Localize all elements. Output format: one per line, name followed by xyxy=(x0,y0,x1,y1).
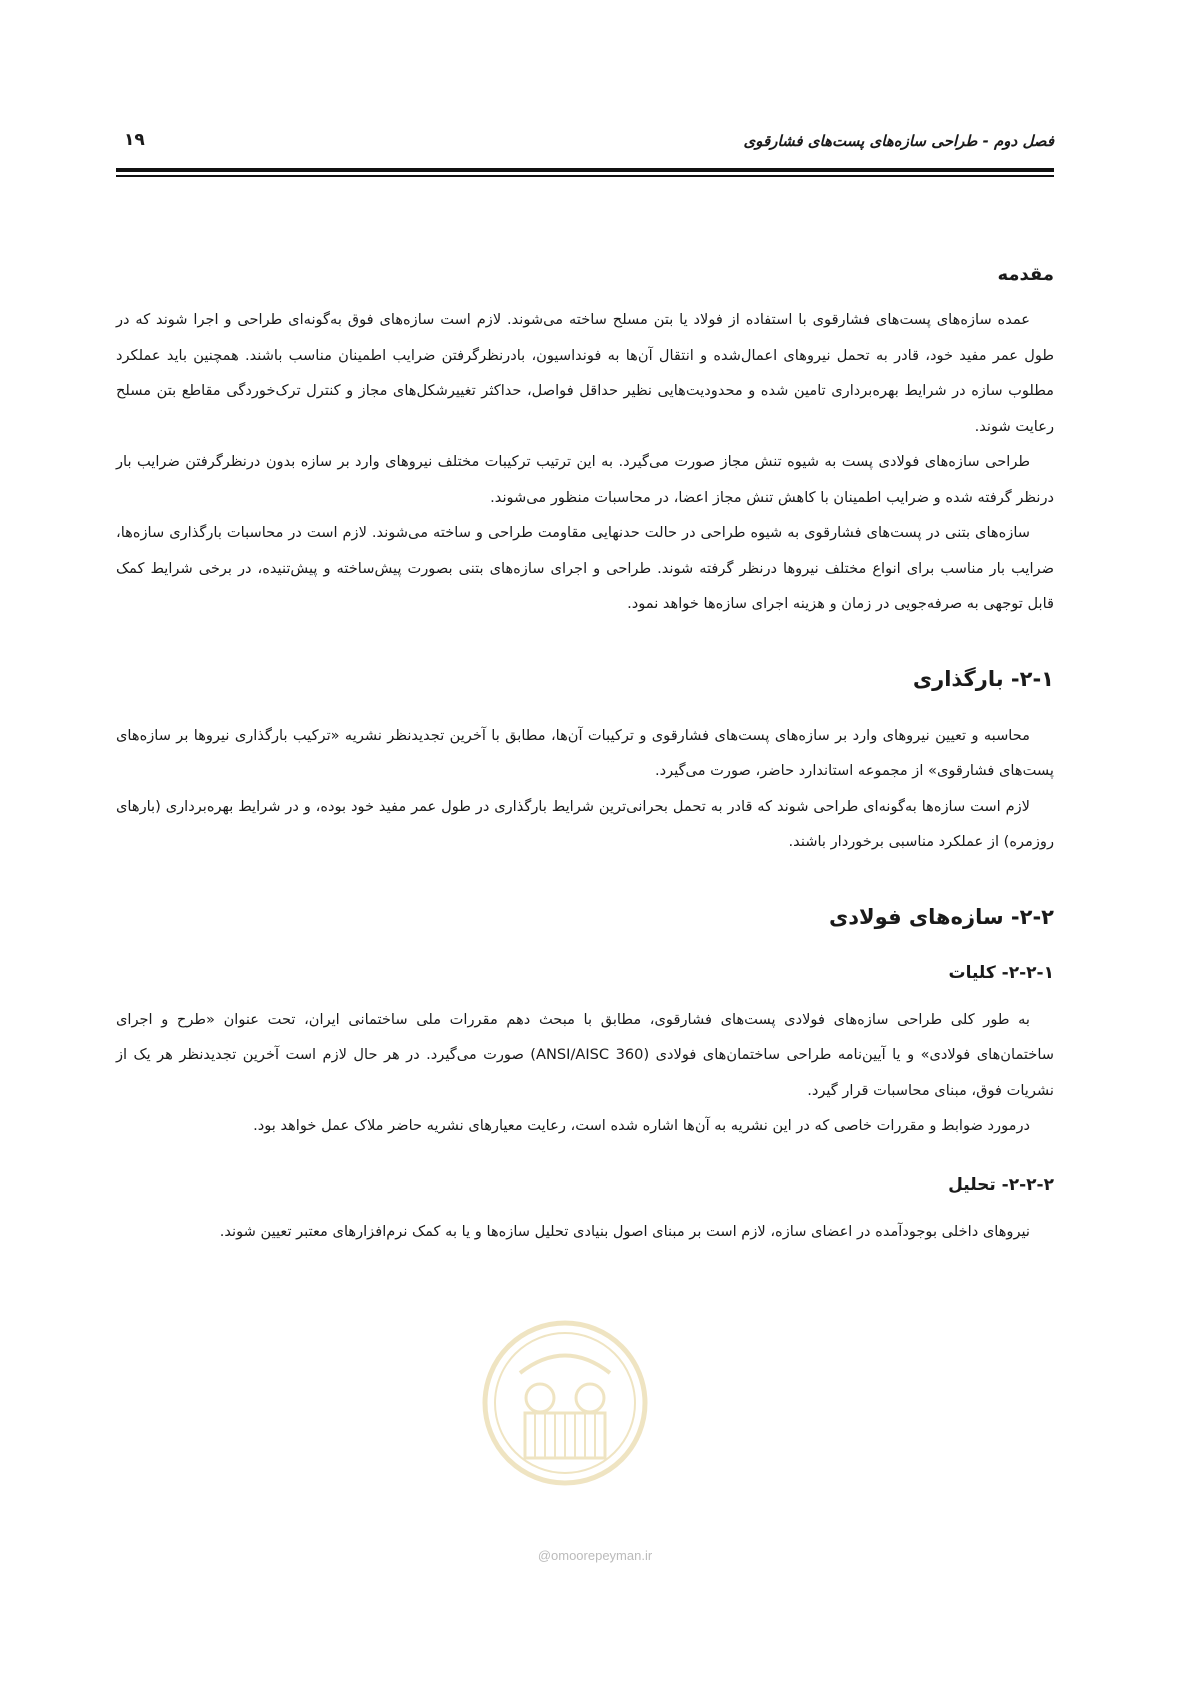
intro-paragraph-3: سازه‌های بتنی در پست‌های فشارقوی به شیوه طراحی در حالت حدنهایی مقاومت طراحی و ساخته می‌شوند. لازم است در محاسبات بارگذاری سازه‌ها، ضرایب بار مناسب برای انواع مختلف نیروها درنظر گرفته شوند. طراحی و اجرای سازه‌های بتنی بصورت پیش‌ساخته و پیش‌تنیده، در برخی شرایط کمک قابل توجهی به صرفه‌جویی در زمان و هزینه اجرای سازه‌ها خواهد نمود. xyxy=(116,524,1054,612)
loading-paragraph-2: لازم است سازه‌ها به‌گونه‌ای طراحی شوند که قادر به تحمل بحرانی‌ترین شرایط بارگذاری در طول عمر مفید خود بوده، و در شرایط بهره‌برداری (بارهای روزمره) از عملکرد مناسبی برخوردار باشند. xyxy=(116,797,1054,850)
intro-heading: مقدمه xyxy=(997,264,1054,285)
loading-paragraph-1: محاسبه و تعیین نیروهای وارد بر سازه‌های پست‌های فشارقوی و ترکیبات آن‌ها، مطابق با آخرین تجدیدنظر نشریه «ترکیب بارگذاری نیروها بر سازه‌های پست‌های فشارقوی» از مجموعه استاندارد حاضر، صورت می‌گیرد. xyxy=(116,726,1054,779)
page-number: ۱۹ xyxy=(124,130,145,150)
intro-paragraph-1: عمده سازه‌های پست‌های فشارقوی با استفاده از فولاد یا بتن مسلح ساخته می‌شوند. لازم است سازه‌های فوق به‌گونه‌ای طراحی و اجرا شوند که در طول عمر مفید خود، قادر به تحمل نیروهای اعمال‌شده و انتقال آن‌ها به فونداسیون، بادرنظرگرفتن ضرایب اطمینان مناسب باشند. همچنین باید عملکرد مطلوب سازه در شرایط بهره‌برداری تامین شده و محدودیت‌هایی نظیر حداقل فواصل، حداکثر تغییرشکل‌های مجاز و کنترل ترک‌خوردگی مقاطع بتن مسلح رعایت شوند. xyxy=(116,311,1054,435)
document-page xyxy=(116,0,1054,1684)
header-rule-thin xyxy=(116,175,1054,177)
subsection-heading-analysis: ۲-۲-۲- تحلیل xyxy=(948,1174,1054,1195)
intro-paragraph-2: طراحی سازه‌های فولادی پست به شیوه تنش مجاز صورت می‌گیرد. به این ترتیب ترکیبات مختلف نیروهای وارد بر سازه بدون درنظرگرفتن ضرایب بار درنظر گرفته شده و ضرایب اطمینان با کاهش تنش مجاز اعضا، در محاسبات منظور می‌شوند. xyxy=(116,453,1054,506)
general-paragraph-2: درمورد ضوابط و مقررات خاصی که در این نشریه به آن‌ها اشاره شده است، رعایت معیارهای نشریه حاضر ملاک عمل خواهد بود. xyxy=(253,1117,1030,1134)
analysis-paragraph-1: نیروهای داخلی بوجودآمده در اعضای سازه، لازم است بر مبنای اصول بنیادی تحلیل سازه‌ها و یا به کمک نرم‌افزارهای معتبر تعیین شوند. xyxy=(219,1222,1030,1240)
subsection-heading-general: ۲-۲-۱- کلیات xyxy=(948,962,1054,983)
section-heading-steel: ۲-۲- سازه‌های فولادی xyxy=(829,904,1054,929)
section-heading-loading: ۲-۱- بارگذاری xyxy=(912,666,1054,691)
chapter-title: فصل دوم - طراحی سازه‌های پست‌های فشارقوی xyxy=(743,132,1054,150)
page-body xyxy=(116,262,1054,1249)
header-rule-thick xyxy=(116,168,1054,172)
page-header xyxy=(116,128,1054,158)
general-paragraph-1: به طور کلی طراحی سازه‌های فولادی پست‌های فشارقوی، مطابق با مبحث دهم مقررات ملی ساختمانی ایران، تحت عنوان «طرح و اجرای ساختمان‌های فولادی» و یا آیین‌نامه طراحی ساختمان‌های فولادی (ANSI/AISC 360) صورت می‌گیرد. در هر حال لازم است آخرین تجدیدنظر هر یک از نشریات فوق، مبنای محاسبات قرار گیرد. xyxy=(116,1010,1054,1099)
watermark-text: @omoorepeyman.ir xyxy=(537,1548,653,1563)
